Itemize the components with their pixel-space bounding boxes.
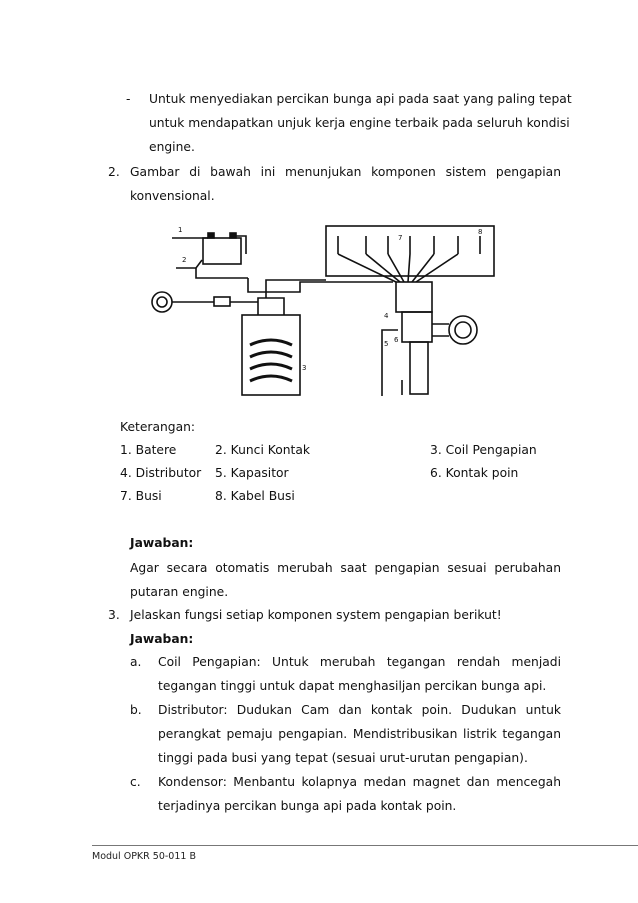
answer2-line-2: putaran engine.: [130, 585, 229, 599]
legend-item: 8. Kabel Busi: [215, 489, 295, 503]
subitem-a-line-2: tegangan tinggi untuk dapat menghasiljan percikan bunga api.: [158, 679, 547, 693]
diagram-label-4: 4: [384, 312, 389, 320]
legend-item: 5. Kapasitor: [215, 466, 289, 480]
legend-item: 4. Distributor: [120, 466, 202, 480]
subitem-c-line-2: terjadinya percikan bunga api pada kontak poin.: [158, 799, 457, 813]
legend-item: 6. Kontak poin: [430, 466, 519, 480]
subitem-b-line-2: perangkat pemaju pengapian. Mendistribusikan listrik tegangan: [158, 727, 561, 741]
legend-item: 7. Busi: [120, 489, 162, 503]
diagram-label-8: 8: [478, 228, 483, 236]
legend-title: Keterangan:: [120, 420, 196, 434]
ignition-system-diagram: [148, 220, 498, 402]
bullet-line-3: engine.: [149, 140, 195, 154]
subitem-b-letter: b.: [130, 703, 142, 717]
subitem-a-letter: a.: [130, 655, 142, 669]
answer2-line-1: Agar secara otomatis merubah saat pengapian sesuai perubahan: [130, 561, 561, 575]
bullet-line-2: untuk mendapatkan unjuk kerja engine terbaik pada seluruh kondisi: [149, 116, 570, 130]
item2-line-1: Gambar di bawah ini menunjukan komponen sistem pengapian: [130, 165, 561, 179]
diagram-label-5: 5: [384, 340, 389, 348]
subitem-b-line-1: Distributor: Dudukan Cam dan kontak poin. Dudukan untuk: [158, 703, 561, 717]
item2-line-2: konvensional.: [130, 189, 215, 203]
diagram-label-3: 3: [302, 364, 307, 372]
subitem-b-line-3: tinggi pada busi yang tepat (sesuai urut-urutan pengapian).: [158, 751, 528, 765]
subitem-c-letter: c.: [130, 775, 141, 789]
answer2-heading: Jawaban:: [130, 536, 194, 550]
diagram-label-1: 1: [178, 226, 183, 234]
footer-divider: [92, 845, 638, 846]
item2-number: 2.: [108, 165, 120, 179]
legend-item: 3. Coil Pengapian: [430, 443, 537, 457]
diagram-label-6: 6: [394, 336, 399, 344]
diagram-label-2: 2: [182, 256, 187, 264]
footer-text: Modul OPKR 50-011 B: [92, 851, 196, 862]
item3-question: Jelaskan fungsi setiap komponen system pengapian berikut!: [130, 608, 502, 622]
bullet-line-1: Untuk menyediakan percikan bunga api pada saat yang paling tepat: [149, 92, 572, 106]
subitem-a-line-1: Coil Pengapian: Untuk merubah tegangan rendah menjadi: [158, 655, 561, 669]
legend-item: 2. Kunci Kontak: [215, 443, 311, 457]
item3-heading: Jawaban:: [130, 632, 194, 646]
diagram-label-7: 7: [398, 234, 403, 242]
bullet-marker: -: [126, 92, 131, 106]
legend-item: 1. Batere: [120, 443, 177, 457]
subitem-c-line-1: Kondensor: Menbantu kolapnya medan magnet dan mencegah: [158, 775, 561, 789]
item3-number: 3.: [108, 608, 120, 622]
